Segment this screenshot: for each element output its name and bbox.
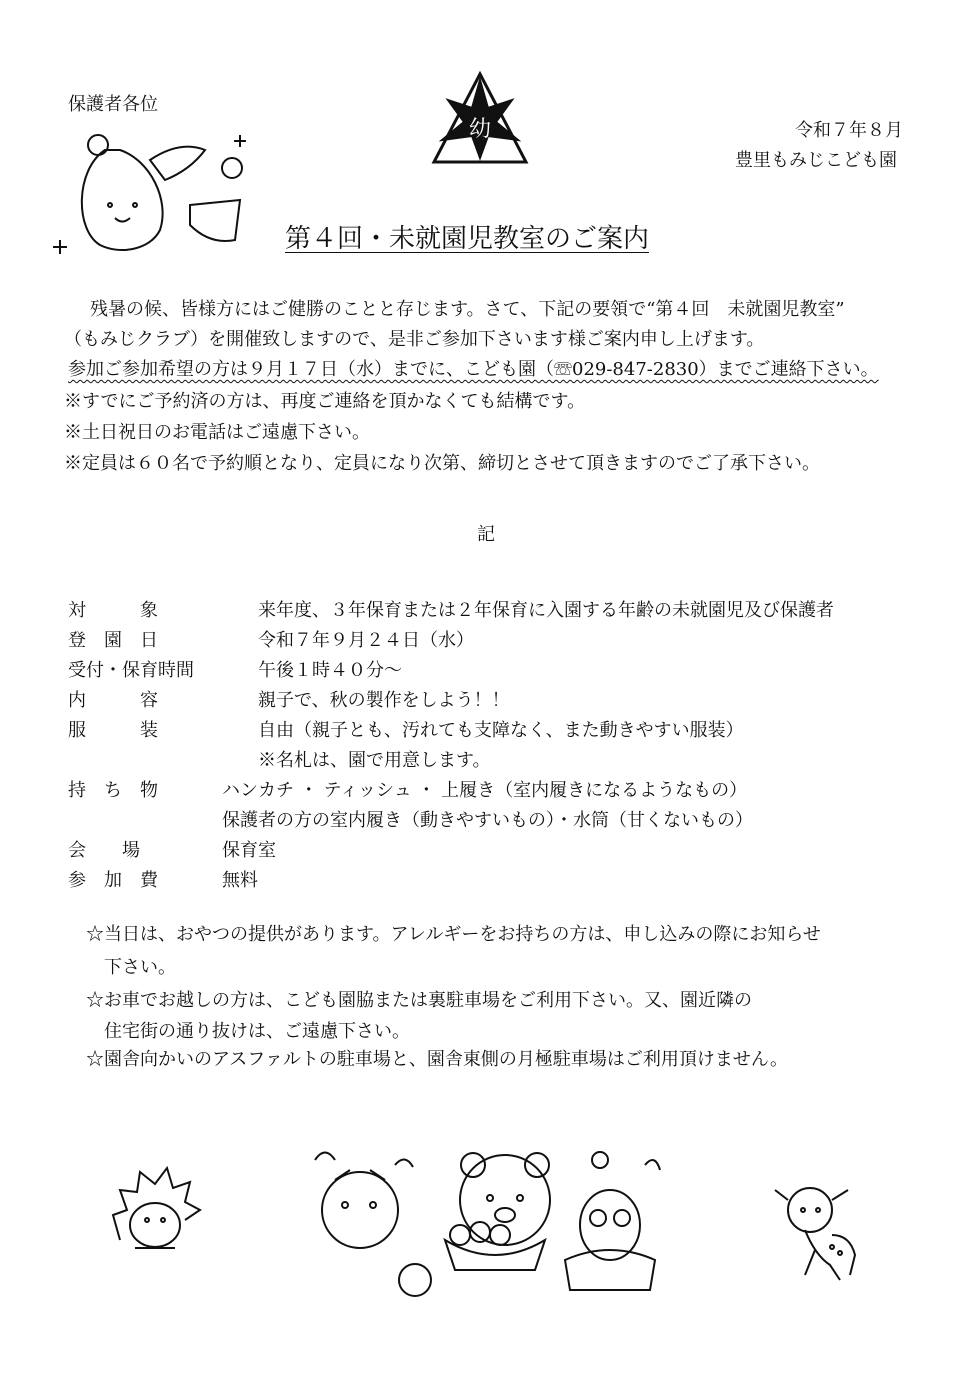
page-title: 第４回・未就園児教室のご案内 xyxy=(285,224,650,254)
issue-date: 令和７年８月 xyxy=(795,120,903,141)
detail-label: 登 園 日 xyxy=(68,630,158,651)
detail-label: 服 装 xyxy=(68,720,158,741)
recipient: 保護者各位 xyxy=(68,94,158,115)
note-line: ☆当日は、おやつの提供があります。アレルギーをお持ちの方は、申し込みの際にお知らせ xyxy=(86,924,821,945)
detail-value: 来年度、３年保育または２年保育に入園する年齢の未就園児及び保護者 xyxy=(258,600,834,621)
ki-heading: 記 xyxy=(477,524,495,545)
detail-value: 無料 xyxy=(222,870,258,891)
detail-value: 自由（親子とも、汚れても支障なく、また動きやすい服装） xyxy=(258,720,744,741)
intro-note: ※土日祝日のお電話はご遠慮下さい。 xyxy=(64,422,370,443)
maple-logo-icon xyxy=(430,70,530,170)
hedgehog-illustration xyxy=(105,1160,205,1260)
intro-line: （もみじクラブ）を開催致しますので、是非ご参加下さいます様ご案内申し上げます。 xyxy=(64,329,765,350)
note-line: ☆園舎向かいのアスファルトの駐車場と、園舎東側の月極駐車場はご利用頂けません。 xyxy=(86,1049,788,1070)
intro-note: ※すでにご予約済の方は、再度ご連絡を頂かなくても結構です。 xyxy=(64,391,586,412)
school-name: 豊里もみじこども園 xyxy=(735,150,897,171)
forest-animals-illustration xyxy=(295,1140,705,1300)
intro-note: ※定員は６０名で予約順となり、定員になり次第、締切とさせて頂きますのでご了承下さい。 xyxy=(64,453,820,474)
note-line: 住宅街の通り抜けは、ご遠慮下さい。 xyxy=(86,1021,410,1042)
detail-value: 親子で、秋の製作をしよう！！ xyxy=(258,690,510,711)
detail-label: 対 象 xyxy=(68,600,158,621)
detail-label: 参 加 費 xyxy=(68,870,158,891)
intro-line: 残暑の候、皆様方にはご健勝のことと存じます。さて、下記の要領で“第４回 未就園児教室” xyxy=(90,299,845,320)
detail-value: 保護者の方の室内履き（動きやすいもの）・水筒（甘くないもの） xyxy=(222,810,753,831)
detail-value: 令和７年９月２４日（水） xyxy=(258,630,474,651)
detail-label: 内 容 xyxy=(68,690,158,711)
deadline-notice: 参加ご参加希望の方は９月１７日（水）までに、こども園（☏029-847-2830）までご連絡下さい。 xyxy=(68,359,879,380)
detail-value: 午後１時４０分～ xyxy=(258,660,402,681)
detail-label: 会 場 xyxy=(68,840,140,861)
logo-text: 幼 xyxy=(468,117,492,142)
chestnut-character-illustration xyxy=(40,130,270,260)
note-line: 下さい。 xyxy=(86,957,176,978)
detail-label: 持 ち 物 xyxy=(68,780,158,801)
detail-value: ※名札は、園で用意します。 xyxy=(258,750,491,771)
fawn-illustration xyxy=(770,1175,870,1285)
detail-value: 保育室 xyxy=(222,840,276,861)
detail-label: 受付・保育時間 xyxy=(68,660,194,681)
note-line: ☆お車でお越しの方は、こども園脇または裏駐車場をご利用下さい。又、園近隣の xyxy=(86,990,752,1011)
detail-value: ハンカチ ・ ティッシュ ・ 上履き（室内履きになるようなもの） xyxy=(222,780,748,801)
